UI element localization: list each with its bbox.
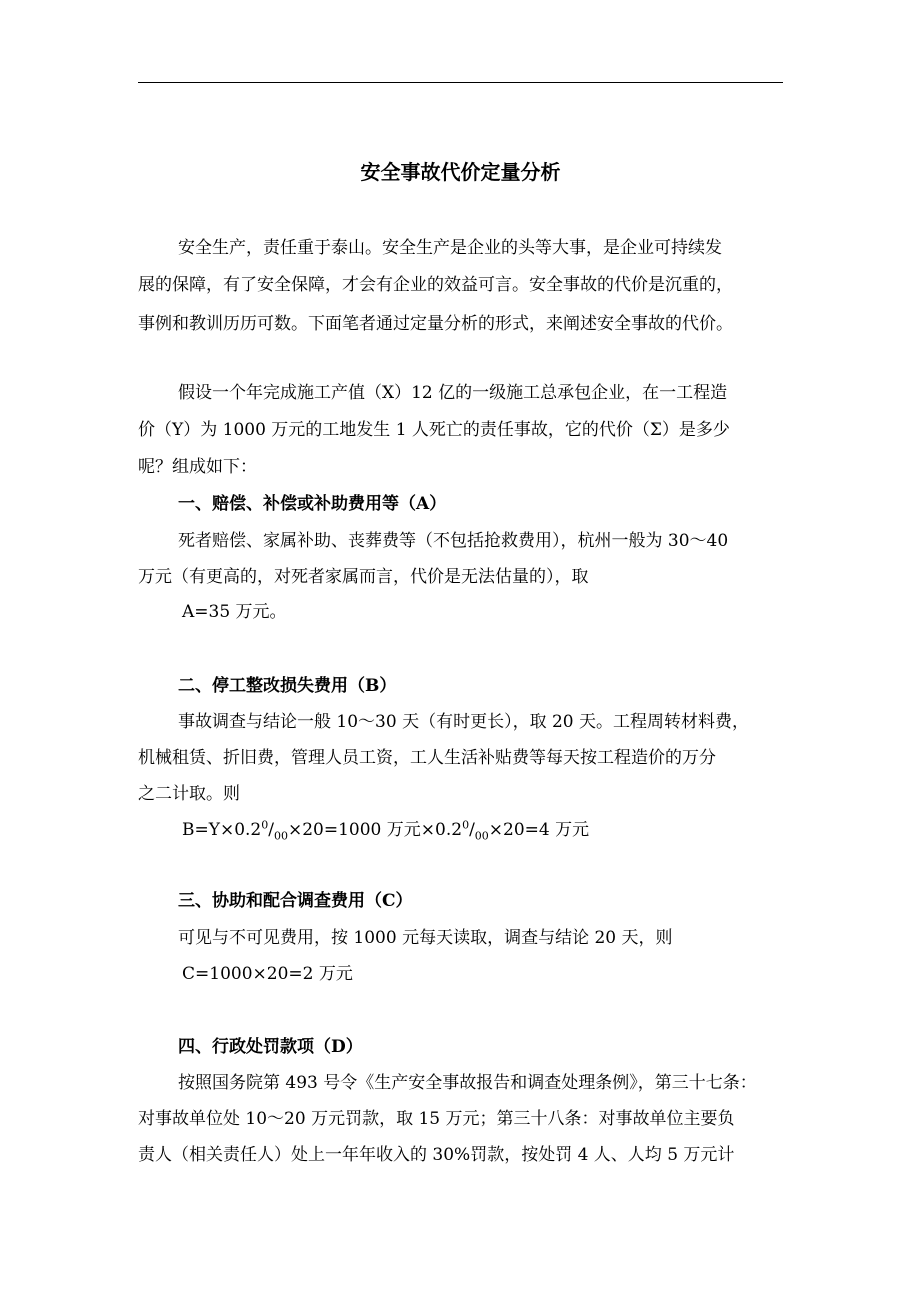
section-c-formula: C=1000×20=2 万元 (182, 964, 353, 984)
assumption-line-3: 呢？组成如下： (138, 457, 257, 477)
section-c-line-1: 可见与不可见费用，按 1000 元每天读取，调查与结论 20 天，则 (178, 928, 673, 948)
assumption-line-1: 假设一个年完成施工产值（X）12 亿的一级施工总承包企业，在一工程造 (178, 383, 728, 403)
section-d-line-3: 责人（相关责任人）处上一年年收入的 30%罚款，按处罚 4 人、人均 5 万元计 (138, 1145, 735, 1165)
section-b-heading: 二、停工整改损失费用（B） (178, 676, 397, 696)
section-d-line-1: 按照国务院第 493 号令《生产安全事故报告和调查处理条例》，第三十七条： (178, 1073, 757, 1093)
section-a-line-1: 死者赔偿、家属补助、丧葬费等（不包括抢救费用），杭州一般为 30～40 (178, 531, 729, 551)
header-rule (138, 82, 783, 83)
section-d-heading: 四、行政处罚款项（D） (178, 1037, 363, 1057)
section-a-formula: A=35 万元。 (182, 602, 287, 622)
assumption-line-2: 价（Y）为 1000 万元的工地发生 1 人死亡的责任事故，它的代价（Σ）是多少 (138, 420, 730, 440)
intro-line-3: 事例和教训历历可数。下面笔者通过定量分析的形式，来阐述安全事故的代价。 (138, 314, 733, 334)
section-b-line-3: 之二计取。则 (138, 784, 240, 804)
document-title: 安全事故代价定量分析 (360, 160, 561, 184)
intro-line-2: 展的保障，有了安全保障，才会有企业的效益可言。安全事故的代价是沉重的， (138, 275, 733, 295)
section-b-line-2: 机械租赁、折旧费，管理人员工资，工人生活补贴费等每天按工程造价的万分 (138, 748, 716, 768)
section-d-line-2: 对事故单位处 10～20 万元罚款，取 15 万元；第三十八条：对事故单位主要负 (138, 1109, 735, 1129)
section-a-heading: 一、赔偿、补偿或补助费用等（A） (178, 494, 447, 514)
section-b-line-1: 事故调查与结论一般 10～30 天（有时更长），取 20 天。工程周转材料费， (178, 712, 750, 732)
intro-line-1: 安全生产，责任重于泰山。安全生产是企业的头等大事，是企业可持续发 (178, 238, 722, 258)
section-b-formula: $B=Y\times 0.2^0/_{00}\times 20=1000$ 万元$\times 0.2^0/_{00}\times 20=4$ 万元 (182, 818, 590, 843)
section-c-heading: 三、协助和配合调查费用（C） (178, 891, 413, 911)
section-a-line-2: 万元（有更高的，对死者家属而言，代价是无法估量的），取 (138, 567, 589, 587)
